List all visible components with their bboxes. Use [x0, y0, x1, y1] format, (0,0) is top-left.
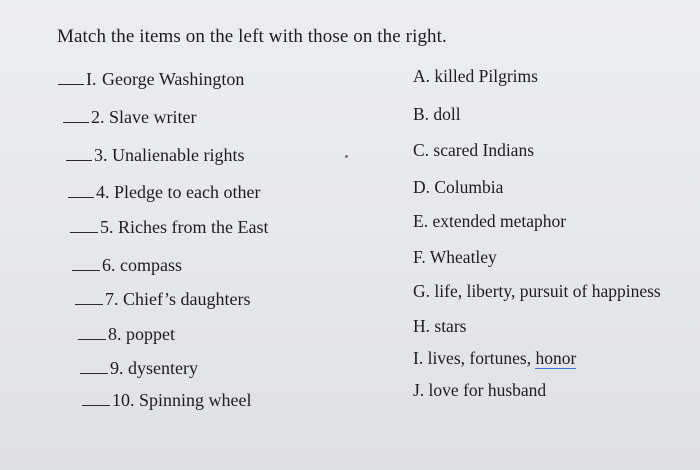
left-item-label: 8. poppet [108, 324, 175, 344]
left-item-label: 3. Unalienable rights [94, 145, 245, 165]
answer-blank-5[interactable] [70, 214, 98, 233]
answer-blank-3[interactable] [66, 142, 92, 161]
left-item-9 [80, 355, 198, 379]
right-item-f: F. Wheatley [413, 247, 497, 267]
right-item-b: B. doll [413, 104, 461, 124]
left-item-10 [82, 387, 252, 411]
answer-blank-1[interactable] [58, 66, 84, 85]
instruction-text: Match the items on the left with those on the right. [57, 26, 447, 47]
right-item-c: C. scared Indians [413, 140, 535, 160]
answer-blank-8[interactable] [78, 321, 106, 340]
left-item-label: 10. Spinning wheel [112, 390, 252, 410]
left-item-label: 6. compass [102, 255, 182, 275]
answer-blank-2[interactable] [63, 104, 89, 123]
answer-blank-6[interactable] [72, 252, 100, 271]
underlined-word: honor [535, 348, 577, 368]
left-item-2 [63, 104, 196, 128]
left-item-label: 9. dysentery [110, 358, 198, 378]
answer-blank-7[interactable] [75, 286, 103, 305]
left-item-label: George Washington [102, 69, 245, 89]
left-item-label: 2. Slave writer [91, 107, 197, 127]
right-item-a: A. killed Pilgrims [413, 66, 538, 86]
handwritten-mark: I. [86, 69, 97, 89]
left-item-label: 7. Chief’s daughters [105, 289, 251, 309]
left-item-label: 5. Riches from the East [100, 217, 269, 237]
answer-blank-10[interactable] [82, 387, 110, 406]
left-item-8 [78, 321, 175, 345]
right-item-j: J. love for husband [413, 380, 547, 400]
left-item-3 [66, 142, 244, 166]
paper-speck [345, 155, 348, 158]
left-item-5 [70, 214, 268, 238]
left-item-label: 4. Pledge to each other [96, 182, 261, 202]
left-item-6 [72, 252, 182, 276]
left-item-1 [58, 66, 244, 90]
right-item-d: D. Columbia [413, 177, 504, 197]
left-item-7 [75, 286, 250, 310]
right-item-g: G. life, liberty, pursuit of happiness [413, 281, 661, 301]
right-item-e: E. extended metaphor [413, 211, 567, 231]
answer-blank-9[interactable] [80, 355, 108, 374]
right-item-label: I. lives, fortunes, [413, 348, 536, 368]
right-item-h: H. stars [413, 316, 467, 336]
left-item-4 [68, 179, 260, 203]
right-item-i [413, 348, 576, 369]
answer-blank-4[interactable] [68, 179, 94, 198]
